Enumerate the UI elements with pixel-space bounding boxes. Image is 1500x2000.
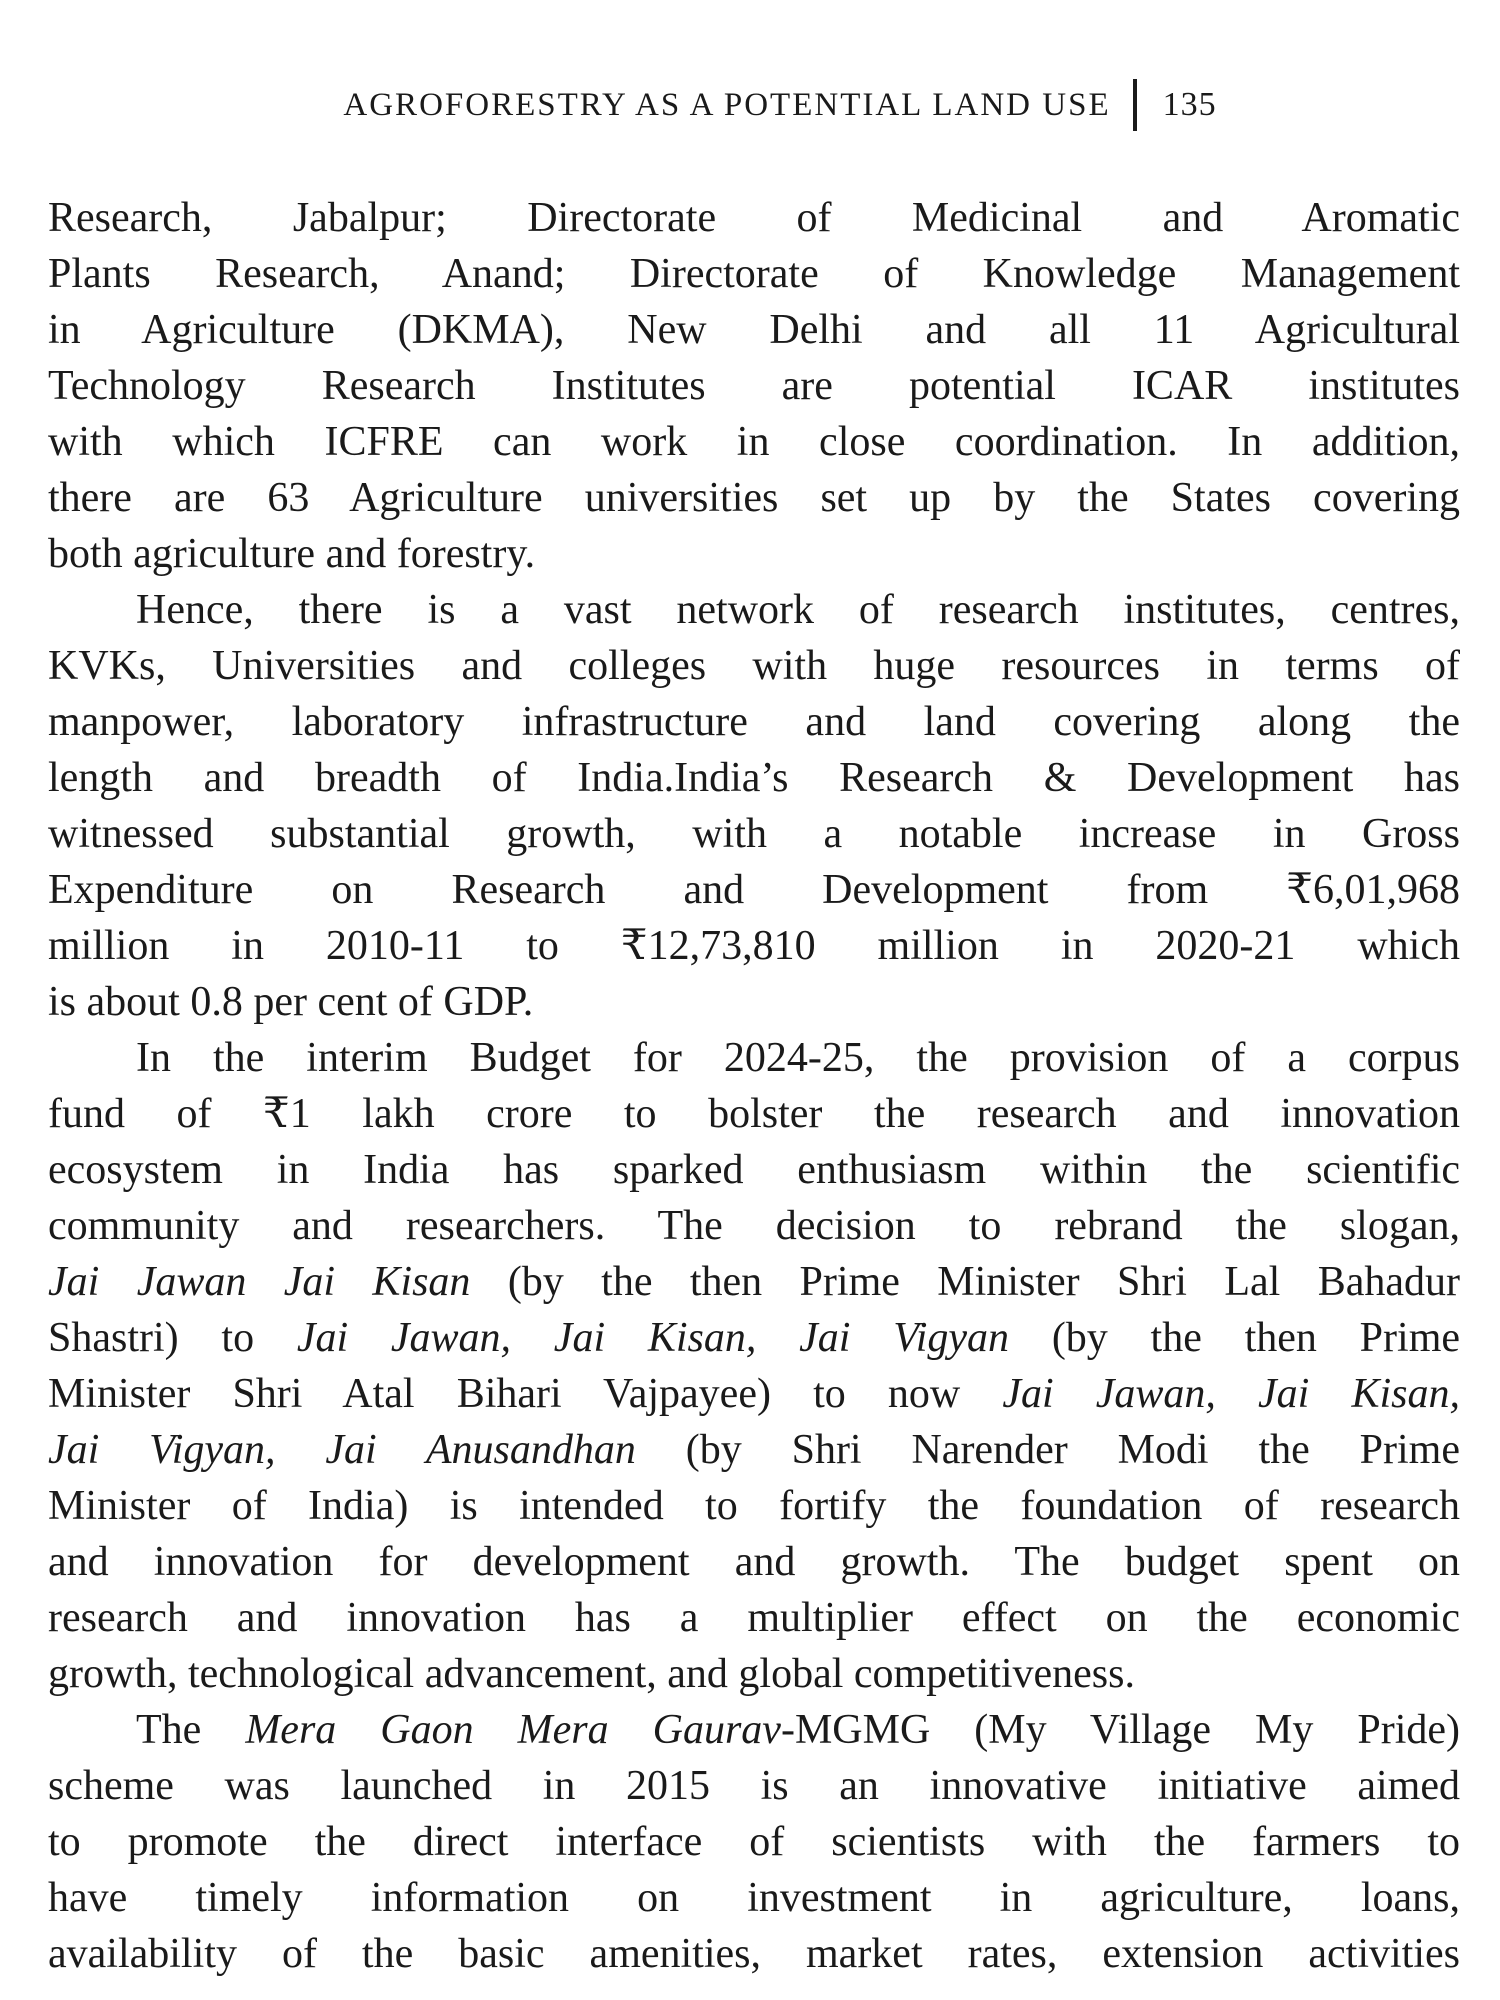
text-run: fund of ₹1 lakh crore to bolster the research and innovation	[48, 1091, 1460, 1137]
text-run: (by Shri Narender Modi the Prime	[635, 1427, 1460, 1473]
text-run: Hence, there is a vast network of research institutes, centres,	[136, 587, 1460, 633]
text-line	[48, 1030, 1460, 1086]
text-line	[48, 358, 1460, 414]
text-line	[48, 918, 1460, 974]
text-run: ecosystem in India has sparked enthusiasm within the scientific	[48, 1147, 1460, 1193]
text-run: million in 2010-11 to ₹12,73,810 million in 2020-21 which	[48, 923, 1460, 969]
text-line	[48, 1310, 1460, 1366]
text-line	[48, 1366, 1460, 1422]
text-run: community and researchers. The decision to rebrand the slogan,	[48, 1203, 1460, 1249]
text-run: scheme was launched in 2015 is an innovative initiative aimed	[48, 1763, 1460, 1809]
text-line	[48, 302, 1460, 358]
text-run: The	[136, 1707, 246, 1753]
running-head-title: AGROFORESTRY AS A POTENTIAL LAND USE	[343, 86, 1111, 123]
text-line	[48, 1590, 1460, 1646]
text-run: manpower, laboratory infrastructure and land covering along the	[48, 699, 1460, 745]
text-run: growth, technological advancement, and global competitiveness.	[48, 1651, 1135, 1697]
text-line	[48, 1142, 1460, 1198]
page-number: 135	[1162, 86, 1217, 123]
running-head	[0, 80, 1500, 130]
text-line	[48, 1086, 1460, 1142]
text-run: -MGMG (My Village My Pride)	[780, 1707, 1461, 1753]
text-line	[48, 1870, 1460, 1926]
text-line	[48, 1758, 1460, 1814]
body-text	[48, 190, 1460, 1982]
paragraph	[48, 190, 1460, 582]
paragraph	[48, 1030, 1460, 1702]
italic-text: Jai Jawan, Jai Kisan, Jai Vigyan	[296, 1315, 1010, 1361]
text-run: Expenditure on Research and Development from ₹6,01,968	[48, 867, 1460, 913]
text-line	[48, 1478, 1460, 1534]
text-line	[48, 750, 1460, 806]
text-line	[48, 1534, 1460, 1590]
text-run: Plants Research, Anand; Directorate of Knowledge Management	[48, 251, 1460, 297]
text-line	[48, 582, 1460, 638]
text-run: (by the then Prime	[1009, 1315, 1460, 1361]
text-line	[48, 1646, 1460, 1702]
text-run: KVKs, Universities and colleges with huge resources in terms of	[48, 643, 1460, 689]
text-line	[48, 1814, 1460, 1870]
text-line	[48, 1702, 1460, 1758]
text-run: have timely information on investment in agriculture, loans,	[48, 1875, 1460, 1921]
text-line	[48, 246, 1460, 302]
text-run: Minister of India) is intended to fortify the foundation of research	[48, 1483, 1460, 1529]
text-line	[48, 1254, 1460, 1310]
text-line	[48, 190, 1460, 246]
text-run: in Agriculture (DKMA), New Delhi and all 11 Agricultural	[48, 307, 1460, 353]
text-run: research and innovation has a multiplier effect on the economic	[48, 1595, 1460, 1641]
text-run: there are 63 Agriculture universities set up by the States covering	[48, 475, 1460, 521]
text-line	[48, 1422, 1460, 1478]
text-line	[48, 974, 1460, 1030]
text-run: Research, Jabalpur; Directorate of Medicinal and Aromatic	[48, 195, 1460, 241]
running-head-separator	[1133, 79, 1137, 131]
text-line	[48, 414, 1460, 470]
text-run: both agriculture and forestry.	[48, 531, 536, 577]
text-line	[48, 806, 1460, 862]
text-line	[48, 862, 1460, 918]
italic-text: Jai Vigyan, Jai Anusandhan	[48, 1427, 636, 1473]
text-run: In the interim Budget for 2024-25, the provision of a corpus	[136, 1035, 1460, 1081]
text-run: availability of the basic amenities, market rates, extension activities	[48, 1931, 1460, 1977]
text-run: to promote the direct interface of scientists with the farmers to	[48, 1819, 1460, 1865]
paragraph	[48, 1702, 1460, 1982]
text-line	[48, 694, 1460, 750]
text-run: Shastri) to	[48, 1315, 297, 1361]
text-line	[48, 1198, 1460, 1254]
italic-text: Jai Jawan Jai Kisan	[48, 1259, 471, 1305]
text-run: length and breadth of India.India’s Research & Development has	[48, 755, 1460, 801]
paragraph	[48, 582, 1460, 1030]
italic-text: Jai Jawan, Jai Kisan,	[1002, 1371, 1461, 1417]
text-run: (by the then Prime Minister Shri Lal Bahadur	[470, 1259, 1460, 1305]
text-line	[48, 526, 1460, 582]
text-line	[48, 470, 1460, 526]
text-run: and innovation for development and growth. The budget spent on	[48, 1539, 1460, 1585]
text-line	[48, 1926, 1460, 1982]
text-run: witnessed substantial growth, with a notable increase in Gross	[48, 811, 1460, 857]
text-run: Minister Shri Atal Bihari Vajpayee) to now	[48, 1371, 1003, 1417]
text-line	[48, 638, 1460, 694]
text-run: is about 0.8 per cent of GDP.	[48, 979, 534, 1025]
text-run: Technology Research Institutes are potential ICAR institutes	[48, 363, 1460, 409]
italic-text: Mera Gaon Mera Gaurav	[245, 1707, 781, 1753]
text-run: with which ICFRE can work in close coordination. In addition,	[48, 419, 1460, 465]
